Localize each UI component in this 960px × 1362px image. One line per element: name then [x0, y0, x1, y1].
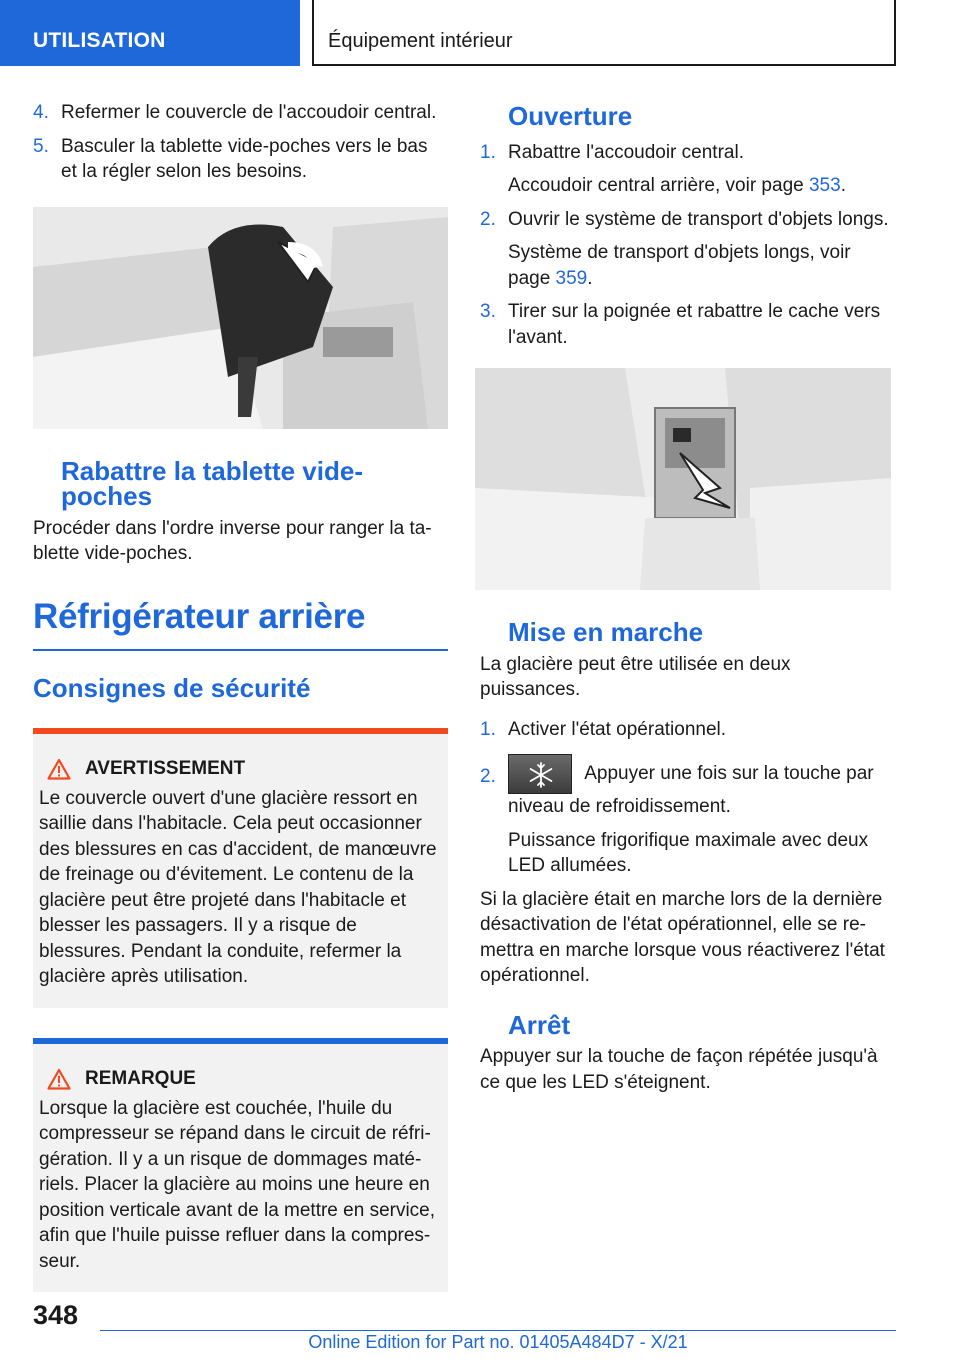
warning-box [33, 728, 448, 1008]
opening-step-3 [480, 299, 895, 350]
warning-text: Le couvercle ouvert d'une glacière ressort en saillie dans l'habitacle. Cela peut occasionner des blessures en cas d'accident, de manœuvre de freinage ou d'évitement. Le contenu de la glacière peut être projeté dans l'habitacle et blesser les passagers. Il y a risque de blessures. Pendant la conduite, refermer la glacière après utilisation. [39, 787, 437, 987]
opening-step-1-ref: Accoudoir central arrière, voir page 353. [508, 175, 846, 196]
note-text: Lorsque la glacière est couchée, l'huile du compresseur se répand dans le circuit de réfri-gération. Il y a un risque de dommages maté-riels. Placer la glacière au moins une heure en position verticale avant de la mettre en service, afin que l'huile puisse refluer dans la compres-seur. [39, 1097, 436, 1272]
opening-step-1 [480, 140, 895, 166]
snowflake-icon [509, 755, 573, 795]
note-title [39, 1064, 442, 1094]
tray-text: Procéder dans l'ordre inverse pour ranger la ta-blette vide-poches. [33, 517, 432, 564]
step-text: Ouvrir le système de transport d'objets longs. [508, 208, 889, 230]
opening-heading: Ouverture [508, 101, 633, 131]
cooling-button[interactable] [508, 754, 572, 794]
step-text: Refermer le couvercle de l'accoudoir central. [61, 102, 437, 123]
start-intro: La glacière peut être utilisée en deux puissances. [480, 653, 791, 700]
opening-step-2-ref: Système de transport d'objets longs, voir page 359. [508, 242, 851, 289]
heading-rule [33, 649, 448, 651]
note-box [33, 1038, 448, 1293]
opening-step-2 [480, 207, 895, 233]
fridge-heading: Réfrigérateur arrière [33, 596, 366, 636]
step-text: Tirer sur la poignée et rabattre le cache vers l'avant. [508, 301, 881, 348]
start-paragraph: Si la glacière était en marche lors de la dernière désactivation de l'état opérationnel, elle se re-mettra en marche lorsque vous réactiverez l'état opérationnel. [480, 888, 885, 986]
ref-text: Accoudoir central arrière, voir page [508, 175, 809, 196]
note-title-text: REMARQUE [85, 1067, 196, 1089]
tray-heading: Rabattre la tablette vide-poches [61, 455, 363, 511]
step-4 [33, 100, 448, 126]
safety-heading: Consignes de sécurité [33, 672, 311, 703]
armrest-tray-illustration [33, 207, 448, 429]
stop-heading: Arrêt [508, 1009, 571, 1040]
left-column [33, 100, 448, 1292]
step-number: 3. [480, 301, 496, 322]
step-number: 2. [480, 766, 496, 787]
ref-text: Système de transport d'objets longs, voir page [508, 242, 851, 289]
warning-title [39, 754, 442, 784]
footer-rule [100, 1330, 896, 1331]
right-column [480, 100, 895, 1095]
step-number: 5. [33, 135, 49, 157]
page-number: 348 [33, 1300, 79, 1330]
fridge-compartment-illustration [475, 368, 891, 590]
step-number: 4. [33, 102, 49, 123]
step-number: 1. [480, 141, 496, 163]
warning-triangle-icon [47, 1068, 71, 1090]
step-text: Appuyer une fois sur la touche par niveau de refroidissement. [508, 763, 874, 817]
footer-edition-text: Online Edition for Part no. 01405A484D7 - X/21 [304, 1332, 691, 1352]
warning-title-text: AVERTISSEMENT [85, 757, 246, 779]
tray-section [33, 455, 448, 567]
page-link-359[interactable]: 359 [555, 267, 588, 289]
step-text: Rabattre l'accoudoir central. [508, 141, 744, 163]
step-number: 1. [480, 718, 496, 740]
step-5 [33, 134, 448, 185]
start-step-1 [480, 717, 895, 743]
warning-triangle-icon [47, 758, 71, 780]
start-step-2 [480, 754, 895, 820]
start-heading: Mise en marche [508, 617, 704, 647]
step-text: Basculer la tablette vide-poches vers le bas et la régler selon les besoins. [61, 135, 428, 182]
start-step-2-sub: Puissance frigorifique maximale avec deux LED allumées. [508, 829, 869, 876]
header-chapter: Équipement intérieur [312, 0, 896, 66]
step-number: 2. [480, 208, 496, 230]
footer-edition [100, 1332, 896, 1353]
page-link-353[interactable]: 353 [808, 175, 841, 196]
step-text: Activer l'état opérationnel. [508, 718, 727, 740]
stop-text: Appuyer sur la touche de façon répétée jusqu'à ce que les LED s'éteignent. [480, 1046, 878, 1093]
header-section: UTILISATION [0, 0, 300, 66]
